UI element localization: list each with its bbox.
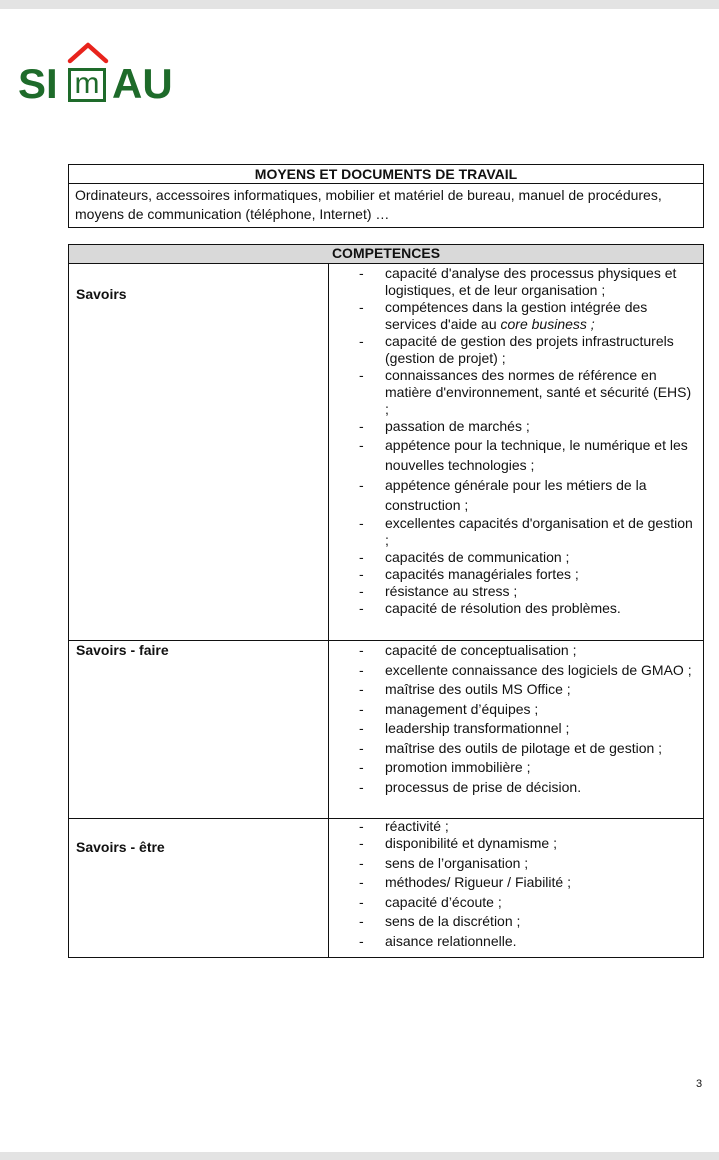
logo-text-right: AU (112, 60, 173, 107)
list-item: - connaissances des normes de référence en matière d'environnement, santé et sécurité (EHS) ; (359, 367, 695, 418)
roof-icon (66, 42, 110, 64)
list-item: - capacité d'analyse des processus physiques et logistiques, et de leur organisation ; (359, 265, 695, 299)
list-item: - excellente connaissance des logiciels de GMAO ; (359, 661, 695, 681)
savoirs-list (359, 264, 695, 617)
competences-title: COMPETENCES (69, 245, 704, 264)
competences-table (68, 244, 704, 958)
list-item: - disponibilité et dynamisme ; (359, 834, 695, 854)
list-item: - capacité de gestion des projets infrastructurels (gestion de projet) ; (359, 333, 695, 367)
list-item: - résistance au stress ; (359, 583, 695, 600)
simau-logo (18, 42, 188, 106)
section-row-savoirs-etre (69, 819, 704, 958)
list-item: - processus de prise de décision. (359, 778, 695, 798)
list-item: - leadership transformationnel ; (359, 719, 695, 739)
list-item: - sens de la discrétion ; (359, 912, 695, 932)
list-item: - capacité de résolution des problèmes. (359, 600, 695, 617)
viewer-bottom-band (0, 1152, 719, 1160)
list-item: - réactivité ; (359, 819, 695, 834)
list-item: - aisance relationnelle. (359, 932, 695, 952)
list-item: - promotion immobilière ; (359, 758, 695, 778)
list-item: - compétences dans la gestion intégrée des services d'aide au core business ; (359, 299, 695, 333)
savoirs-etre-list (359, 819, 695, 951)
list-item: - maîtrise des outils MS Office ; (359, 680, 695, 700)
section-label: Savoirs - faire (69, 641, 329, 819)
section-row-savoirs (69, 264, 704, 641)
list-item: - méthodes/ Rigueur / Fiabilité ; (359, 873, 695, 893)
moyens-table (68, 164, 704, 228)
viewer-top-band (0, 0, 719, 9)
list-item: - capacité d’écoute ; (359, 893, 695, 913)
list-item: - capacité de conceptualisation ; (359, 641, 695, 661)
list-item: - excellentes capacités d'organisation et de gestion ; (359, 515, 695, 549)
list-item: - capacités de communication ; (359, 549, 695, 566)
list-item: - capacités managériales fortes ; (359, 566, 695, 583)
list-item: - management d’équipes ; (359, 700, 695, 720)
list-item: - appétence pour la technique, le numérique et les nouvelles technologies ; (359, 435, 695, 475)
moyens-body: Ordinateurs, accessoires informatiques, mobilier et matériel de bureau, manuel de procédures, moyens de communication (téléphone, Internet) … (69, 184, 704, 228)
logo-text-left: SI (18, 60, 58, 107)
moyens-title: MOYENS ET DOCUMENTS DE TRAVAIL (69, 165, 704, 184)
list-item: - maîtrise des outils de pilotage et de gestion ; (359, 739, 695, 759)
section-label: Savoirs - être (69, 819, 329, 958)
page-number: 3 (696, 1078, 703, 1090)
logo-boxed-letter: m (68, 68, 106, 102)
section-label: Savoirs (69, 264, 329, 641)
list-item: - appétence générale pour les métiers de la construction ; (359, 475, 695, 515)
list-item: - sens de l’organisation ; (359, 854, 695, 874)
savoirs-faire-list (359, 641, 695, 797)
list-item: - passation de marchés ; (359, 418, 695, 435)
section-row-savoirs-faire (69, 641, 704, 819)
